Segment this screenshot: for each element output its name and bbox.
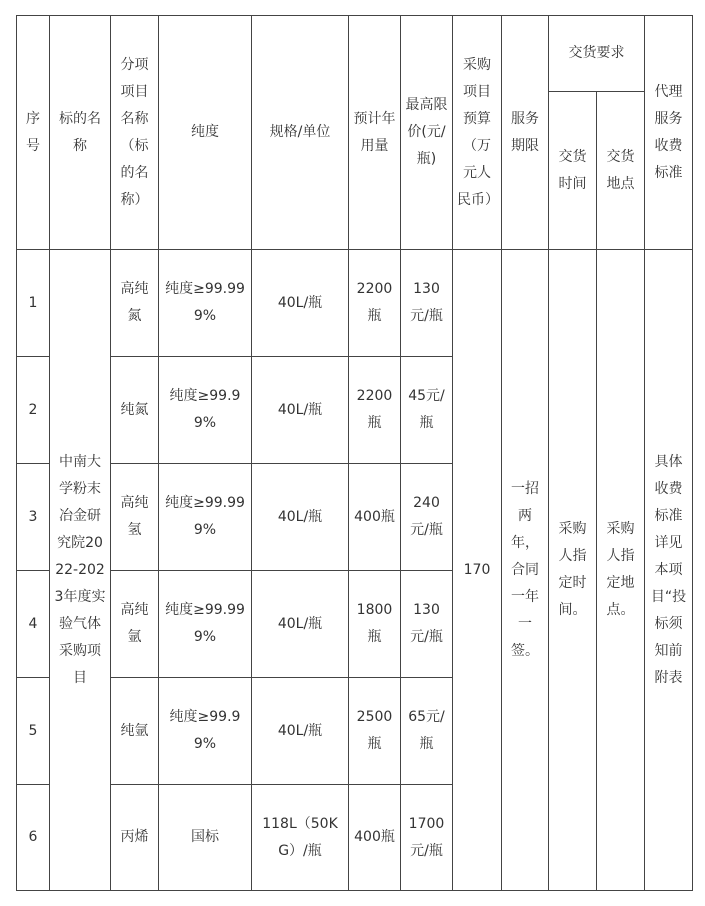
item-cell: 高纯氮 xyxy=(111,250,159,357)
qty-cell: 2200瓶 xyxy=(349,250,401,357)
price-cell: 1700元/瓶 xyxy=(401,785,453,891)
header-seq: 序号 xyxy=(17,16,50,250)
header-delivery-time: 交货时间 xyxy=(549,92,597,250)
header-max-price: 最高限价(元/瓶) xyxy=(401,16,453,250)
seq-cell: 5 xyxy=(17,678,50,785)
purity-cell: 纯度≥99.999% xyxy=(159,464,252,571)
header-lot-name: 标的名称 xyxy=(50,16,111,250)
header-annual-qty: 预计年用量 xyxy=(349,16,401,250)
seq-cell: 6 xyxy=(17,785,50,891)
item-cell: 丙烯 xyxy=(111,785,159,891)
header-service-period: 服务期限 xyxy=(502,16,549,250)
item-cell: 高纯氢 xyxy=(111,464,159,571)
agency-fee-cell: 具体收费标准详见本项目“投标须知前附表 xyxy=(645,250,693,891)
header-delivery-place: 交货地点 xyxy=(597,92,645,250)
price-cell: 130元/瓶 xyxy=(401,571,453,678)
spec-cell: 40L/瓶 xyxy=(252,571,349,678)
purity-cell: 纯度≥99.999% xyxy=(159,250,252,357)
qty-cell: 2500瓶 xyxy=(349,678,401,785)
price-cell: 130元/瓶 xyxy=(401,250,453,357)
budget-cell: 170 xyxy=(453,250,502,891)
header-budget: 采购项目预算（万元人民币） xyxy=(453,16,502,250)
lot-name-cell: 中南大学粉末冶金研究院2022-2023年度实验气体采购项目 xyxy=(50,250,111,891)
delivery-time-cell: 采购人指定时间。 xyxy=(549,250,597,891)
price-cell: 65元/瓶 xyxy=(401,678,453,785)
spec-cell: 118L（50KG）/瓶 xyxy=(252,785,349,891)
header-sub-item: 分项项目名称（标的名称） xyxy=(111,16,159,250)
qty-cell: 400瓶 xyxy=(349,785,401,891)
spec-cell: 40L/瓶 xyxy=(252,250,349,357)
header-spec-unit: 规格/单位 xyxy=(252,16,349,250)
header-row xyxy=(17,16,693,92)
item-cell: 纯氮 xyxy=(111,357,159,464)
qty-cell: 2200瓶 xyxy=(349,357,401,464)
spec-cell: 40L/瓶 xyxy=(252,357,349,464)
purity-cell: 纯度≥99.999% xyxy=(159,571,252,678)
header-purity: 纯度 xyxy=(159,16,252,250)
header-delivery: 交货要求 xyxy=(549,16,645,92)
item-cell: 纯氩 xyxy=(111,678,159,785)
price-cell: 240元/瓶 xyxy=(401,464,453,571)
item-cell: 高纯氩 xyxy=(111,571,159,678)
spec-cell: 40L/瓶 xyxy=(252,464,349,571)
procurement-table xyxy=(16,15,693,891)
qty-cell: 400瓶 xyxy=(349,464,401,571)
seq-cell: 4 xyxy=(17,571,50,678)
seq-cell: 1 xyxy=(17,250,50,357)
price-cell: 45元/瓶 xyxy=(401,357,453,464)
spec-cell: 40L/瓶 xyxy=(252,678,349,785)
purity-cell: 国标 xyxy=(159,785,252,891)
service-period-cell: 一招两年，合同一年一签。 xyxy=(502,250,549,891)
delivery-place-cell: 采购人指定地点。 xyxy=(597,250,645,891)
seq-cell: 3 xyxy=(17,464,50,571)
seq-cell: 2 xyxy=(17,357,50,464)
purity-cell: 纯度≥99.99% xyxy=(159,678,252,785)
header-agency-fee: 代理服务收费标准 xyxy=(645,16,693,250)
purity-cell: 纯度≥99.99% xyxy=(159,357,252,464)
qty-cell: 1800瓶 xyxy=(349,571,401,678)
table-row xyxy=(17,250,693,357)
